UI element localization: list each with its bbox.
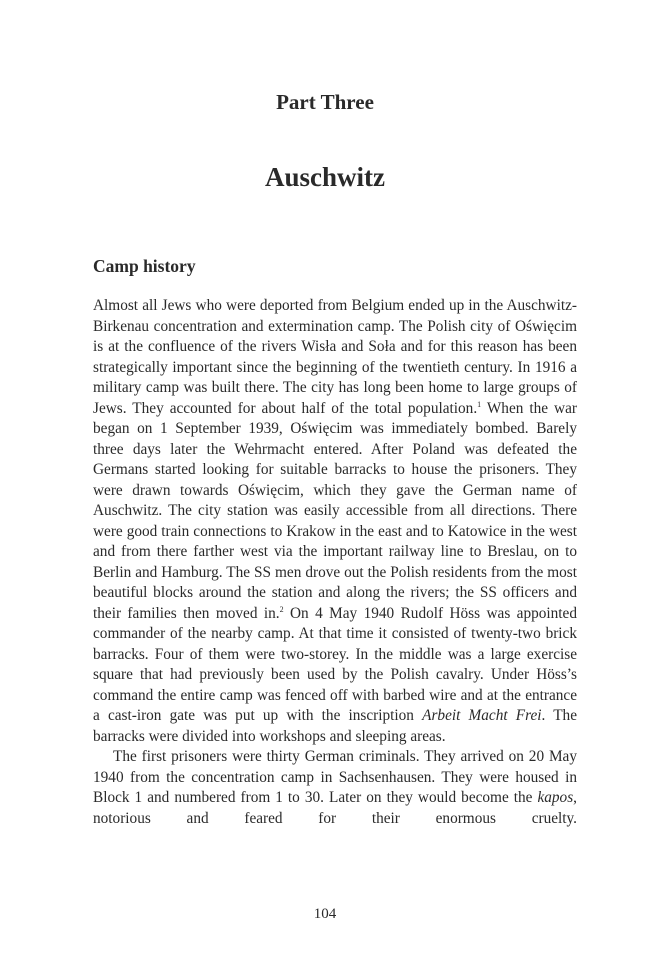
- paragraph-text: When the war began on 1 September 1939, Oświęcim was immediately bombed. Barely three days later the Wehrmacht entered. After Poland was defeated the Germans started looking for suitable barracks to house the prisoners. They were drawn towards Oświęcim, which they gave the German name of Auschwitz. The city station was easily accessible from all directions. There were good train connections to Krakow in the east and to Katowice in the west and from there farther west via the important railway line to Breslau, on to Berlin and Hamburg. The SS men drove out the Polish residents from the most beautiful blocks around the station and along the rivers; the SS officers and their families then moved in.: [93, 399, 577, 622]
- page-number: 104: [313, 906, 337, 922]
- inscription-text: Arbeit Macht Frei: [422, 707, 542, 724]
- chapter-title: Auschwitz: [265, 162, 385, 192]
- paragraph-text: Almost all Jews who were deported from Belgium ended up in the Auschwitz-Birkenau concentration and extermination camp. The Polish city of Oświęcim is at the confluence of the rivers Wisła and Soła and for this reason has been strategically important since the beginning of the twentieth century. In 1916 a military camp was built there. The city has long been home to large groups of Jews. They accounted for about half of the total population.: [93, 297, 577, 417]
- footnote-marker-2: 2: [279, 604, 284, 614]
- paragraph-first-prisoners: [93, 747, 577, 829]
- paragraph-text: On 4 May 1940 Rudolf Höss was appointed commander of the nearby camp. At that time it consisted of twenty-two brick barracks. Four of them were two-storey. In the middle was a large exercise square that had previously been used by the Polish cavalry. Under Höss’s command the entire camp was fenced off with barbed wire and at the entrance a cast-iron gate was put up with the inscription: [93, 604, 577, 724]
- paragraph-text: . The barracks were divided into workshops and sleeping areas.: [93, 707, 577, 745]
- kapos-term: kapos: [537, 789, 574, 806]
- paragraph-text: , notorious and feared for their enormous cruelty.: [93, 789, 577, 827]
- paragraph-text: The first prisoners were thirty German criminals. They arrived on 20 May 1940 from the concentration camp in Sachsenhausen. They were housed in Block 1 and numbered from 1 to 30. Later on they would become the: [93, 748, 577, 806]
- body-text: [93, 296, 577, 829]
- paragraph-camp-history: [93, 296, 577, 747]
- part-title: Part Three: [276, 90, 374, 114]
- section-title: Camp history: [93, 256, 196, 276]
- footnote-marker-1: 1: [477, 399, 482, 409]
